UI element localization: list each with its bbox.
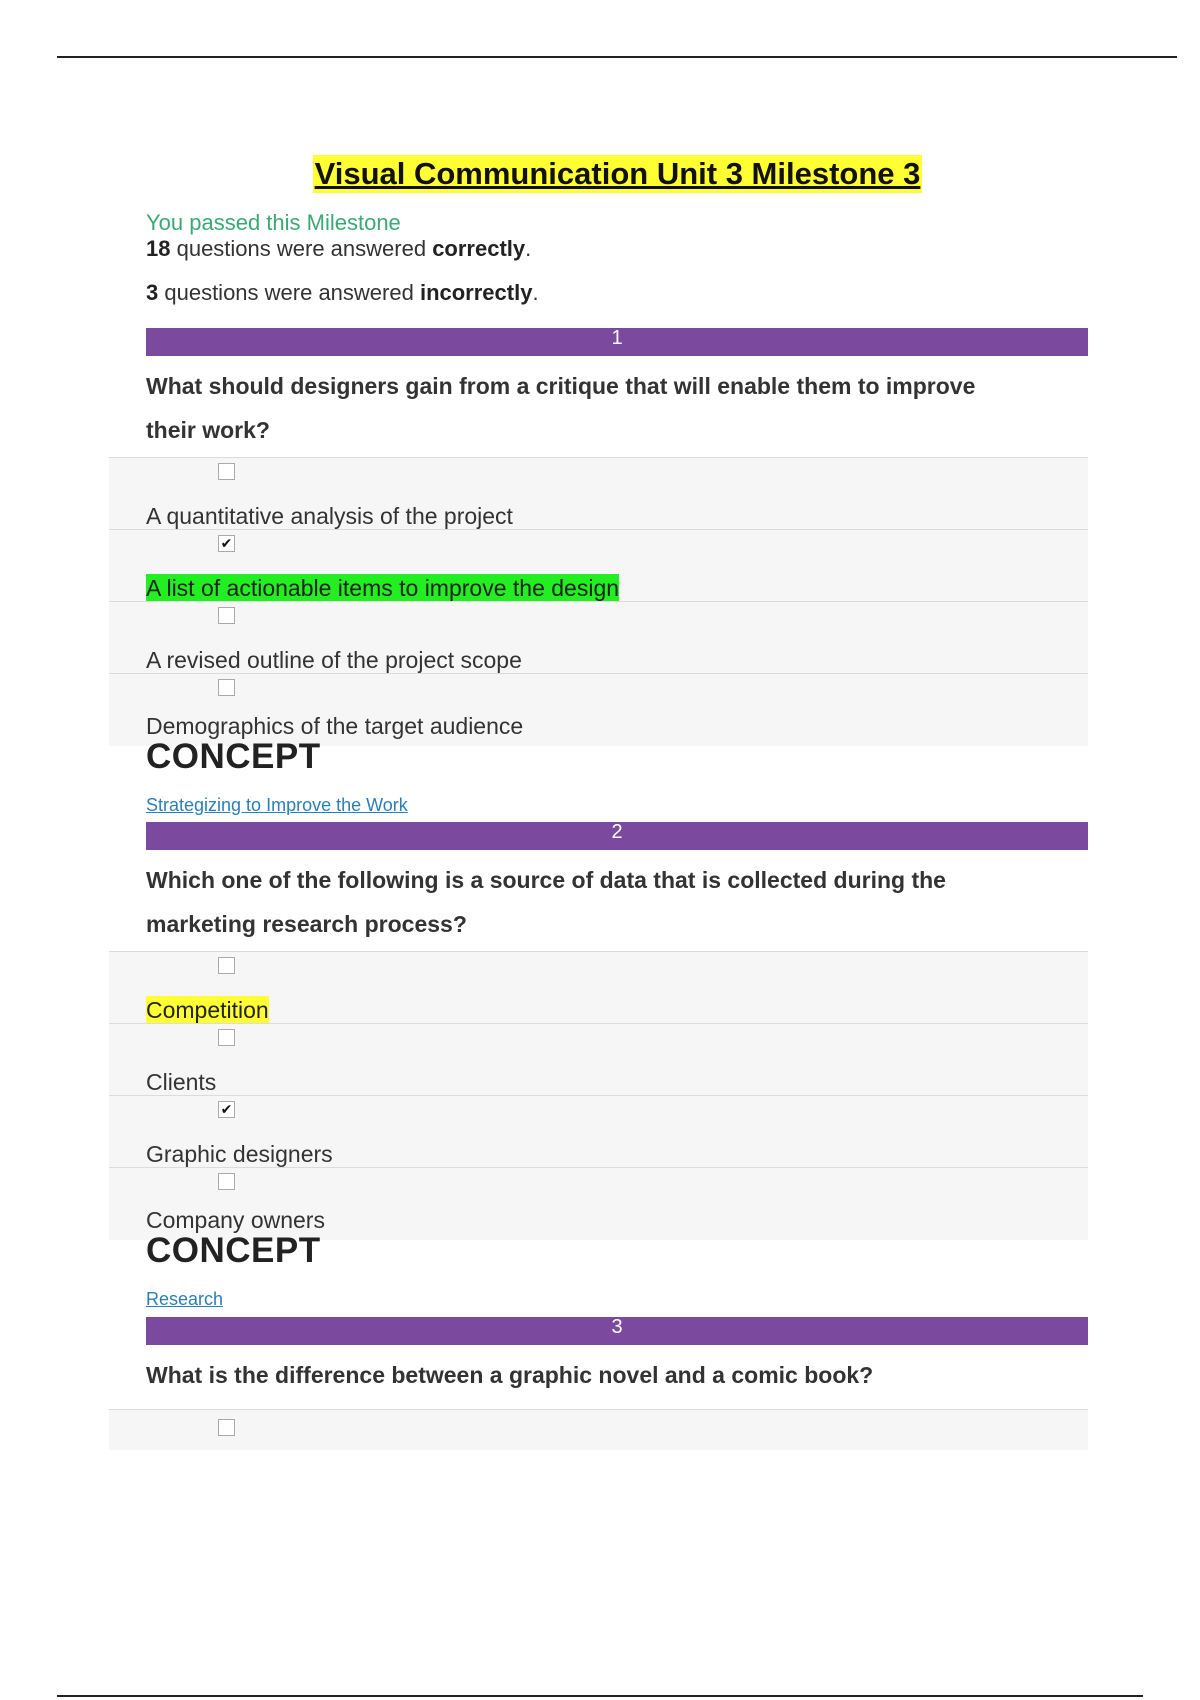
checkbox-icon[interactable] [218, 1419, 235, 1436]
checkbox-icon[interactable] [218, 607, 235, 624]
option-label: Competition [146, 997, 269, 1023]
checkbox-icon[interactable] [218, 463, 235, 480]
checkbox-icon[interactable] [218, 1029, 235, 1046]
checkbox-icon[interactable] [218, 679, 235, 696]
checked-checkbox-icon[interactable]: ✔ [218, 535, 235, 552]
pass-status: You passed this Milestone [146, 210, 401, 235]
correct-answer-label: A list of actionable items to improve the design [146, 575, 620, 601]
option-label: A revised outline of the project scope [146, 647, 522, 673]
title-wrap [0, 155, 1200, 193]
incorrect-summary [146, 280, 539, 306]
question-2-line-1: Which one of the following is a source of data that is collected during the [146, 867, 946, 893]
correct-count: 18 [146, 236, 171, 261]
incorrect-word: incorrectly [419, 280, 533, 305]
question-1-line-1: What should designers gain from a critique that will enable them to improve [146, 373, 976, 399]
question-2-bar: 2 [146, 822, 1088, 850]
question-2-concept-heading: CONCEPT [146, 1231, 321, 1270]
question-3-option-1[interactable] [109, 1409, 1088, 1450]
question-2-concept-link[interactable]: Research [146, 1289, 224, 1309]
question-1-concept-link[interactable]: Strategizing to Improve the Work [146, 795, 408, 815]
bottom-rule [57, 1695, 1143, 1697]
question-2-option-1[interactable] [109, 951, 1088, 1024]
checkbox-icon[interactable] [218, 957, 235, 974]
question-1-bar: 1 [146, 328, 1088, 356]
page-title: Visual Communication Unit 3 Milestone 3 [314, 156, 921, 191]
question-2-option-2[interactable] [109, 1023, 1088, 1096]
incorrect-period: . [532, 280, 539, 305]
question-3-bar: 3 [146, 1317, 1088, 1345]
question-1-option-2[interactable] [109, 529, 1088, 602]
question-1-option-4[interactable] [109, 673, 1088, 746]
checkbox-icon[interactable] [218, 1173, 235, 1190]
option-label: Graphic designers [146, 1141, 333, 1167]
question-1-option-1[interactable] [109, 457, 1088, 530]
question-1-option-3[interactable] [109, 601, 1088, 674]
question-3-line-1: What is the difference between a graphic novel and a comic book? [146, 1362, 874, 1388]
question-1-concept-heading: CONCEPT [146, 737, 321, 776]
question-2-option-3[interactable] [109, 1095, 1088, 1168]
option-label: Demographics of the target audience [146, 713, 524, 739]
question-2-option-4[interactable] [109, 1167, 1088, 1240]
correct-summary [146, 236, 531, 262]
top-rule [57, 56, 1177, 58]
option-label: Clients [146, 1069, 217, 1095]
incorrect-count: 3 [146, 280, 159, 305]
question-1-line-2: their work? [146, 417, 270, 443]
option-label: Company owners [146, 1207, 325, 1233]
incorrect-text: questions were answered [158, 280, 420, 305]
correct-word: correctly [432, 236, 526, 261]
option-label: A quantitative analysis of the project [146, 503, 513, 529]
checked-checkbox-icon[interactable]: ✔ [218, 1101, 235, 1118]
correct-period: . [525, 236, 532, 261]
correct-text: questions were answered [170, 236, 433, 261]
question-2-line-2: marketing research process? [146, 911, 467, 937]
